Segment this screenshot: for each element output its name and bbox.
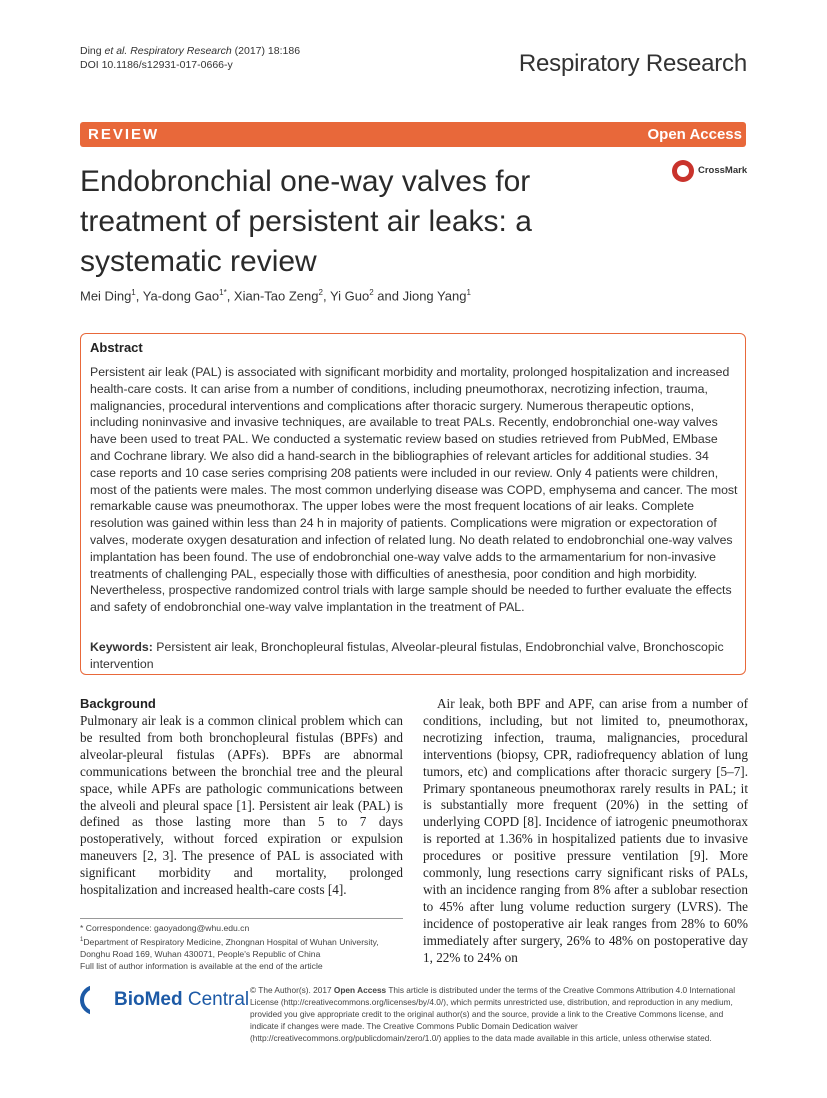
abstract-box <box>80 333 746 675</box>
journal-name: Respiratory Research <box>518 50 747 77</box>
author-affiliation-sup: 2 <box>318 288 323 297</box>
biomed-central-icon <box>80 985 110 1015</box>
keywords-list: Persistent air leak, Bronchopleural fistulas, Alveolar-pleural fistulas, Endobronchial valve, Bronchoscopic intervention <box>90 640 724 671</box>
background-left-column: Pulmonary air leak is a common clinical problem which can be resulted from both bronchopleural fistulas (BPFs) and alveolar-pleural fistulas (APFs). BPFs are abnormal communications between the bronchial tree and the pleural space, while APFs are pathologic communications between the alveoli and pleural space [1]. Persistent air leak (PAL) is defined as those lasting more than 5 to 7 days postoperatively, without forced expiration or expulsion maneuvers [2, 3]. The presence of PAL is associated with significant morbidity and mortality, prolonged hospitalization and increased health-care costs [4]. <box>80 713 403 898</box>
background-right-column: Air leak, both BPF and APF, can arise from a number of conditions, including, but not limited to, pneumothorax, necrotizing infection, trauma, malignancies, procedural interventions (biopsy, CPR, radiofrequency ablation of lung tumors, etc) and complications after thoracic surgery [5–7]. Primary spontaneous pneumothorax rarely results in PAL; it is substantially more frequent (20%) in the setting of underlying COPD [8]. Incidence of iatrogenic pneumothorax is reported at 1.36% in hospitalized patients due to invasive procedures or positive pressure ventilation [9]. More commonly, lung resections carry significant risks of PALs, with an incidence ranging from 8% after a sublobar resection to 45% after lung volume reduction surgery (LVRS). The incidence of postoperative air leak ranges from 28% to 60% immediately after surgery, 26% to 48% on postoperative day 1, 22% to 24% on <box>423 696 748 965</box>
author-affiliation-sup: 1 <box>466 288 471 297</box>
background-heading: Background <box>80 696 156 711</box>
author-affiliation-sup: 1* <box>219 288 227 297</box>
author-affiliation-sup: 1 <box>131 288 136 297</box>
author-name[interactable]: Xian-Tao Zeng <box>233 288 319 304</box>
affiliation-sup: 1 <box>80 937 84 943</box>
license-open-access: Open Access <box>333 985 387 995</box>
review-label: REVIEW <box>88 126 160 143</box>
footnote-divider <box>80 918 403 919</box>
abstract-heading: Abstract <box>90 340 143 355</box>
crossmark-label: CrossMark <box>698 165 748 176</box>
author-name[interactable]: Ya-dong Gao <box>142 288 220 304</box>
license-statement <box>250 984 748 1044</box>
open-access-label[interactable]: Open Access <box>647 126 742 143</box>
crossmark-badge[interactable] <box>672 160 752 184</box>
copyright-text: © The Author(s). 2017 <box>250 985 334 995</box>
citation-volume: (2017) 18:186 <box>231 45 301 57</box>
author-affiliation-sup: 2 <box>369 288 374 297</box>
citation-journal-italic: et al. Respiratory Research <box>104 45 232 57</box>
author-name[interactable]: Jiong Yang <box>402 288 467 304</box>
biomed-central-logo[interactable] <box>80 983 250 1023</box>
citation-doi[interactable]: DOI 10.1186/s12931-017-0666-y <box>80 59 233 71</box>
article-type-banner <box>80 122 746 147</box>
abstract-text: Persistent air leak (PAL) is associated with significant morbidity and mortality, prolonged hospitalization and increased health-care costs. It can arise from a number of conditions, including pneumothorax, necrotizing infection, trauma, malignancies, procedural interventions and complications after thoracic surgery. Numerous therapeutic options, including noninvasive and invasive techniques, are available to treat PALs. Recently, endobronchial one-way valves have been used to treat PAL. We conducted a systematic review based on studies retrieved from PubMed, EMbase and Cochrane library. We also did a hand-search in the bibliographies of relevant articles for additional studies. 34 case reports and 10 case series comprising 208 patients were included in our review. Only 4 patients were children, most of the patients were males. The most common underlying disease was COPD, emphysema and cancer. The most remarkable cause was pneumothorax. The upper lobes were the most frequent locations of air leaks. Complete resolution was gained within less than 24 h in majority of patients. Complications were migration or expectoration of valves, moderate oxygen desaturation and infection of related lung. No death related to endobronchial one-way valves implantation has been found. The use of endobronchial one-way valve adds to the armamentarium for non-invasive treatments of challenging PAL, especially those with difficulties of anesthesia, poor condition and high morbidity. Nevertheless, prospective randomized control trials with large sample should be needed to further evaluate the effects and safety of endobronchial one-way valve implantation in the treatment of PAL. <box>90 365 738 615</box>
wordmark-light: Central <box>182 989 250 1010</box>
wordmark-bold: BioMed <box>114 989 183 1010</box>
citation-authors: Ding <box>80 45 105 57</box>
correspondence-email[interactable]: * Correspondence: gaoyadong@whu.edu.cn <box>80 923 250 933</box>
author-list: Mei Ding$^1$, Ya-dong Gao$^{1*}$, Xian-Tao Zeng$^2$, Yi Guo$^2$ and Jiong Yang$^1$ <box>80 288 471 304</box>
footnotes <box>80 922 410 972</box>
citation-header <box>80 44 300 72</box>
crossmark-icon <box>672 160 694 182</box>
author-name[interactable]: Mei Ding <box>80 288 132 304</box>
biomed-central-wordmark <box>114 989 249 1011</box>
article-title: Endobronchial one-way valves for treatment of persistent air leaks: a systematic review <box>80 165 532 278</box>
affiliation-text: Department of Respiratory Medicine, Zhongnan Hospital of Wuhan University, Donghu Road 169, Wuhan 430071, People's Republic of China <box>80 936 379 959</box>
author-name[interactable]: Yi Guo <box>329 288 370 304</box>
affiliation <box>80 934 410 960</box>
full-author-info-note: Full list of author information is available at the end of the article <box>80 960 323 971</box>
license-text: This article is distributed under the terms of the Creative Commons Attribution 4.0 International License (http://creativecommons.org/licenses/by/4.0/), which permits unrestricted use, distribution, and reproduction in any medium, provided you give appropriate credit to the original author(s) and the source, provide a link to the Creative Commons license, and indicate if changes were made. The Creative Commons Public Domain Dedication waiver (http://creativecommons.org/publicdomain/zero/1.0/) applies to the data made available in this article, unless otherwise stated. <box>250 985 736 1043</box>
keywords <box>90 639 738 673</box>
citation-line-1 <box>80 44 300 58</box>
keywords-label: Keywords: <box>90 640 153 654</box>
